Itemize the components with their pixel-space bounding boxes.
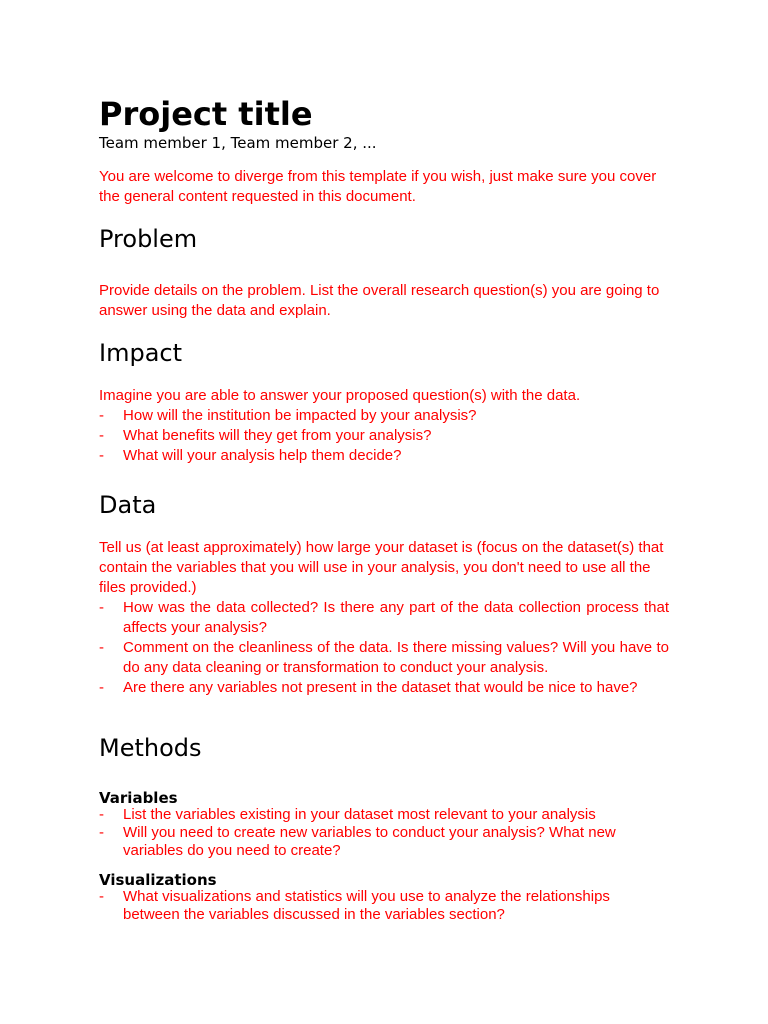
list-item: - Comment on the cleanliness of the data. Is there missing values? Will you have to do any data cleaning or transformation to conduct your analysis. — [99, 639, 669, 676]
list-item: - What visualizations and statistics will you use to analyze the relationships between the variables discussed in the variables section? — [99, 888, 610, 923]
bullet-dash: - — [99, 679, 104, 696]
variables-heading: Variables — [99, 789, 178, 807]
impact-text: Imagine you are able to answer your proposed question(s) with the data. — [99, 387, 581, 404]
variables-list — [99, 806, 669, 860]
list-item: - How was the data collected? Is there any part of the data collection process that affects your analysis? — [99, 599, 669, 636]
visualizations-list — [99, 888, 669, 924]
data-text: Tell us (at least approximately) how large your dataset is (focus on the dataset(s) that contain the variables that you will use in your analysis, you don't need to use all the files provided.) — [99, 539, 664, 596]
list-item: - What will your analysis help them decide? — [99, 447, 402, 464]
data-heading: Data — [99, 491, 157, 519]
page-title: Project title — [99, 95, 313, 133]
problem-heading: Problem — [99, 225, 198, 253]
bullet-dash: - — [99, 407, 104, 424]
problem-text: Provide details on the problem. List the overall research question(s) you are going to answer using the data and explain. — [99, 282, 660, 319]
data-block — [99, 538, 669, 698]
bullet-dash: - — [99, 599, 104, 616]
list-item: - Will you need to create new variables to conduct your analysis? What new variables do you need to create? — [99, 824, 616, 859]
bullet-dash: - — [99, 824, 104, 841]
visualizations-heading: Visualizations — [99, 871, 217, 889]
list-item: - What benefits will they get from your analysis? — [99, 427, 432, 444]
impact-block — [99, 386, 669, 466]
bullet-dash: - — [99, 888, 104, 905]
methods-heading: Methods — [99, 734, 202, 762]
intro-note: You are welcome to diverge from this template if you wish, just make sure you cover the general content requested in this document. — [99, 168, 657, 205]
impact-heading: Impact — [99, 339, 183, 367]
bullet-dash: - — [99, 639, 104, 656]
list-item: - How will the institution be impacted by your analysis? — [99, 407, 477, 424]
list-item: - List the variables existing in your dataset most relevant to your analysis — [99, 806, 596, 823]
team-members: Team member 1, Team member 2, ... — [99, 134, 377, 152]
list-item: - Are there any variables not present in the dataset that would be nice to have? — [99, 679, 638, 696]
bullet-dash: - — [99, 806, 104, 823]
bullet-dash: - — [99, 447, 104, 464]
bullet-dash: - — [99, 427, 104, 444]
